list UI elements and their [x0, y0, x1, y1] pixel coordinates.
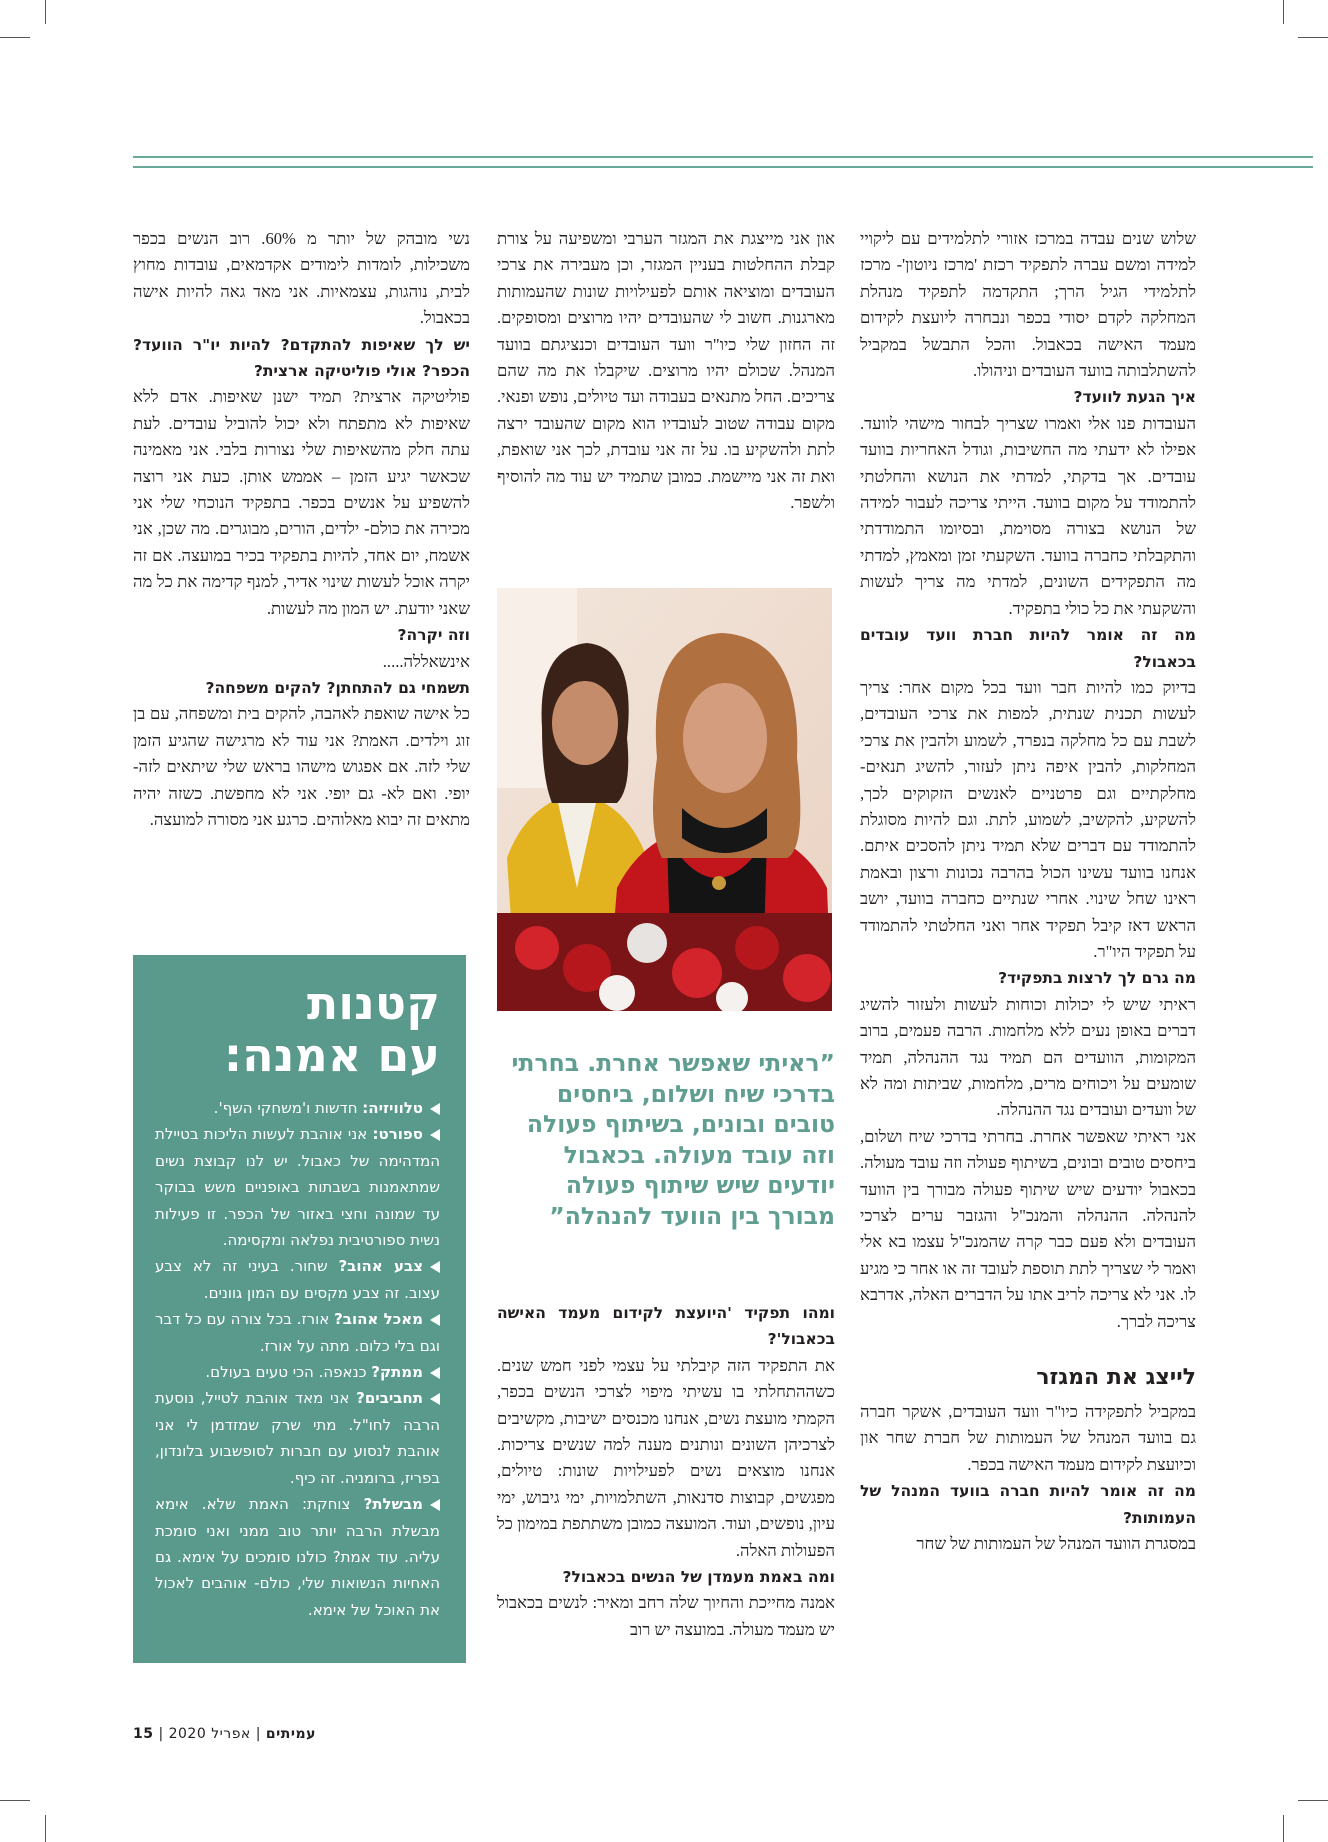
article-column-middle-continued: [497, 1300, 835, 1643]
sidebar-item-text: שחור. בעיני זה לא צבע עצוב. זה צבע מקסים עם המון גוונים.: [155, 1257, 440, 1302]
footer-separator: |: [255, 1726, 261, 1742]
header-rule: [133, 156, 1313, 158]
crop-mark: [45, 0, 46, 24]
sidebar-item: [155, 1359, 440, 1385]
sidebar-item: [155, 1095, 440, 1121]
body-paragraph: שלוש שנים עבדה במרכז אזורי לתלמידים עם ליקויי למידה ומשם עברה לתפקיד רכזת 'מרכז ניוטון'- מרכז לתלמידי הגיל הרך; התקדמה לתפקיד מנהלת המחלקה לקדם יסודי בכפר ונבחרה ליועצת לקידום מעמד האישה בכאבול. והכל התבשל במקביל להשתלבותה בוועד העובדים וניהולו.: [860, 229, 1196, 381]
triangle-bullet-icon: [430, 1499, 440, 1511]
interview-question: ומהו תפקיד 'היועצת לקידום מעמד האישה בכאבול'?: [497, 1304, 835, 1349]
sidebar-item-label: טלוויזיה:: [362, 1099, 423, 1117]
body-paragraph: פוליטיקה ארצית? תמיד ישנן שאיפות. אדם ללא שאיפות לא מתפתח ולא יכול להוביל עובדים. לעת עתה חלק מהשאיפות שלי נצורות בלבי. אני מאמינה שכאשר יגיע הזמן – אממש אותן. כעת אני רוצה להשפיע על אנשים בכפר. בתפקיד הנוכחי שלי אני מכירה את כולם- ילדים, הורים, מבוגרים. מה שכן, אני אשמח, יום אחד, להיות בתפקיד בכיר במועצה. אם זה יקרה אוכל לעשות שינוי אדיר, למנף קדימה את כל מה שאני יודעת. יש המון מה לעשות.: [133, 387, 470, 618]
crop-mark: [1283, 1815, 1284, 1842]
sidebar-item: [155, 1121, 440, 1253]
body-paragraph: כל אישה שואפת לאהבה, להקים בית ומשפחה, עם בן זוג וילדים. האמת? אני עוד לא מרגישה שהגיע הזמן שלי לזה. אם אפגוש מישהו בראש שלי שיתאים לזה- יופי. ואם לא- גם יופי. אני לא מחפשת. כשזה יהיה מתאים זה יבוא מאלוהים. כרגע אני מסורה למועצה.: [133, 704, 470, 829]
interview-question: איך הגעת לוועד?: [1073, 388, 1196, 407]
article-column-left: [133, 226, 470, 833]
body-paragraph: נשי מובהק של יותר מ 60%. רוב הנשים בכפר משכילות, לומדות לימודים אקדמאים, עובדות מחוץ לבית, נוהגות, עצמאיות. אני מאד גאה להיות אישה בכאבול.: [133, 229, 470, 328]
footer-separator: |: [158, 1726, 164, 1742]
body-paragraph: ראיתי שיש לי יכולות וכוחות לעשות ולעזור להשיג דברים באופן נעים ללא מלחמות. הרבה פעמים, ברוב המקומות, הוועדים הם תמיד נגד ההנהלה, תמיד שומעים על ויכוחים מרים, מלחמות, שביתות ומה לא של וועדים ועובדים נגד ההנהלה.: [860, 994, 1196, 1120]
page-footer: [133, 1726, 316, 1742]
sidebar-list: [155, 1095, 440, 1623]
issue-date: אפריל 2020: [168, 1726, 251, 1742]
body-paragraph: אני ראיתי שאפשר אחרת. בחרתי בדרכי שיח ושלום, ביחסים טובים ובונים, בשיתוף פעולה וזה עובד מעולה. בכאבול יודעים שיש שיתוף פעולה מבורך בין הוועד להנהלה. ההנהלה והמנכ"ל והגזבר ערים לצרכי העובדים ולא פעם כבר קרה שהמנכ"ל עצמו בא אלי ואמר לי שצריך לתת תוספת לעובד זה או אחר כי מגיע לו. אני לא צריכה לריב אתו על הדברים האלה, אדרבא צריכה לברך.: [860, 1126, 1196, 1331]
body-paragraph: במקביל לתפקידה כיו"ר וועד העובדים, אשקר חברה גם בוועד המנהל של העמותות של חברת שחר און וכיועצת לקידום מעמד האישה בכפר.: [860, 1402, 1196, 1474]
interview-question: יש לך שאיפות להתקדם? להיות יו"ר הוועד? הכפר? אולי פוליטיקה ארצית?: [133, 335, 470, 381]
interview-question: מה זה אומר להיות חברה בוועד המנהל של העמותות?: [860, 1482, 1196, 1527]
sidebar-item-label: ממתק?: [371, 1363, 423, 1382]
body-paragraph: און אני מייצגת את המגזר הערבי ומשפיעה על צורת קבלת ההחלטות בעניין המגזר, וכן מעבירה את צרכי העובדים ומוציאה אותם לפעילויות שונות שהעמותות מארגנות. חשוב לי שהעובדים יהיו מרוצים ומסופקים. זה החזון שלי כיו"ר וועד העובדים וכנציגתם בוועד המנהל. שכולם יהיו מרוצים. שיקבלו את מה שהם צריכים. החל מתנאים בעבודה ועד טיולים, נופש ופנאי. מקום עבודה שטוב לעובדיו הוא מקום שהעובד ירצה לתת ולהשקיע בו. על זה אני עובדת, לכך אני שואפת, ואת זה אני מיישמת. כמובן שתמיד יש עוד מה להוסיף ולשפר.: [497, 229, 835, 513]
magazine-name: עמיתים: [265, 1726, 316, 1742]
crop-mark: [1298, 37, 1328, 38]
sidebar-item: [155, 1253, 440, 1306]
body-paragraph: את התפקיד הזה קיבלתי על עצמי לפני חמש שנים. כשההתחלתי בו עשיתי מיפוי לצרכי הנשים בכפר, הקמתי מועצת נשים, אנחנו מכנסים ישיבות, מקשיבים לצרכיהן השונים ונותנים מענה למה שנשים צריכות. אנחנו מוצאים נשים לפעילויות שונות: טיולים, מפגשים, קבוצות סדנאות, השתלמויות, ימי גיבוש, ימי עיון, נופשים, ועוד. המועצה כמובן משתתפת במימון כל הפעולות האלה.: [497, 1355, 835, 1560]
crop-mark: [1298, 1800, 1328, 1801]
sidebar-title: [155, 977, 440, 1081]
page-number: 15: [133, 1726, 154, 1742]
sidebar-item-text: חדשות ו'משחקי השף'.: [213, 1099, 358, 1117]
sidebar-item-text: צוחקת: האמת שלא. אימא מבשלת הרבה יותר טוב ממני ואני סומכת עליה. עוד אמת? כולנו סומכים על אימא. גם האחיות הנשואות שלי, כולם- אוהבים לאכול את האוכל של אימא.: [155, 1495, 440, 1619]
triangle-bullet-icon: [430, 1129, 440, 1141]
interview-question: תשמחי גם להתחתן? להקים משפחה?: [205, 678, 470, 697]
interview-question: וזה יקרה?: [397, 626, 470, 645]
article-column-right: [860, 226, 1196, 1558]
interview-question: ומה באמת מעמדן של הנשים בכאבול?: [562, 1568, 835, 1587]
sidebar-box: [133, 955, 466, 1663]
triangle-bullet-icon: [430, 1314, 440, 1326]
article-column-middle: [497, 226, 835, 516]
header-rule: [133, 166, 1313, 168]
sidebar-item-label: מאכל אהוב?: [334, 1310, 423, 1329]
sidebar-item-label: מבשלת?: [363, 1495, 423, 1514]
sidebar-item-label: תחביבים?: [356, 1389, 423, 1408]
triangle-bullet-icon: [430, 1367, 440, 1379]
section-heading: לייצג את המגזר: [1036, 1365, 1196, 1391]
pull-quote: ”ראיתי שאפשר אחרת. בחרתי בדרכי שיח ושלום, ביחסים טובים ובונים, בשיתוף פעולה וזה עובד מעולה. בכאבול יודעים שיש שיתוף פעולה מבורך בין הוועד להנהלה”: [511, 1049, 835, 1230]
sidebar-item: [155, 1385, 440, 1491]
triangle-bullet-icon: [430, 1393, 440, 1405]
body-paragraph: אמנה מחייכת והחיוך שלה רחב ומאיר: לנשים בכאבול יש מעמד מעולה. במועצה יש רוב: [497, 1593, 835, 1639]
photo-illustration: [497, 588, 832, 1011]
crop-mark: [1283, 0, 1284, 24]
sidebar-title-line: קטנות: [306, 976, 440, 1030]
interview-question: מה זה אומר להיות חברת וועד עובדים בכאבול?: [860, 626, 1196, 671]
sidebar-item-text: כנאפה. הכי טעים בעולם.: [205, 1363, 367, 1382]
sidebar-item-text: אני מאד אוהבת לטייל, נוסעת הרבה לחו"ל. מתי שרק שמזדמן לי אני אוהבת לנסוע עם חברות לסופשבוע בלונדון, בפריז, ברומניה. זה כיף.: [155, 1389, 440, 1487]
body-paragraph: אינשאללה.....: [382, 651, 470, 671]
body-paragraph: בדיוק כמו להיות חבר וועד בכל מקום אחר: צריך לעשות תכנית שנתית, למפות את צרכי העובדים, לשבת עם כל מחלקה בנפרד, לשמוע ולהבין את צרכי המחלקות, להבין איפה ניתן לעזור, להשיג תנאים- מחלקתיים וגם פרטניים לאנשים הזקוקים לכך, להשקיע, להקשיב, לשמוע, לתת. וגם להיות מסוגלת להתמודד עם דברים שלא תמיד ניתן להסכים איתם. אנחנו בוועד עשינו הכול בהרבה נכונות ורצון ובאמת ראינו שחל שינוי. אחרי שנתיים כחברה בוועד, יושב הראש דאז קיבל תפקיד אחר ואני החלטתי להתמודד על תפקיד היו"ר.: [860, 677, 1196, 961]
triangle-bullet-icon: [430, 1103, 440, 1115]
crop-mark: [0, 37, 30, 38]
sidebar-item-label: ספורט:: [372, 1125, 423, 1144]
sidebar-title-line: עם אמנה:: [223, 1028, 440, 1082]
body-paragraph: במסגרת הוועד המנהל של העמותות של שחר: [916, 1534, 1196, 1554]
interview-photo: [497, 588, 832, 1011]
sidebar-item-text: אורז. בכל צורה עם כל דבר וגם בלי כלום. מתה על אורז.: [155, 1310, 440, 1355]
sidebar-item-text: אני אוהבת לעשות הליכות בטיילת המדהימה של כאבול. יש לנו קבוצת נשים שמתאמנות בשבתות באופניים משש בבוקר עד שמונה וחצי באזור של הכפר. זו פעילות נשית ספורטיבית נפלאה ומקסימה.: [155, 1125, 440, 1250]
triangle-bullet-icon: [430, 1261, 440, 1273]
interview-question: מה גרם לך לרצות בתפקיד?: [998, 969, 1196, 988]
crop-mark: [45, 1815, 46, 1842]
body-paragraph: העובדות פנו אלי ואמרו שצריך לבחור מישהי לוועד. אפילו לא ידעתי מה החשיבות, וגודל האחריות בוועד עובדים. אך בדקתי, למדתי את הנושא והחלטתי להתמודד על מקום בוועד. הייתי צריכה לעבור למידה של הנושא בצורה מסוימת, ובסיומו התמודדתי והתקבלתי כחברה בוועד. השקעתי זמן ומאמץ, למדתי מה התפקידים השונים, למדתי מה צריך לעשות והשקעתי את כל כולי בתפקיד.: [860, 413, 1196, 618]
crop-mark: [0, 1800, 30, 1801]
sidebar-item-label: צבע אהוב?: [338, 1257, 423, 1276]
sidebar-item: [155, 1306, 440, 1359]
sidebar-item: [155, 1491, 440, 1623]
